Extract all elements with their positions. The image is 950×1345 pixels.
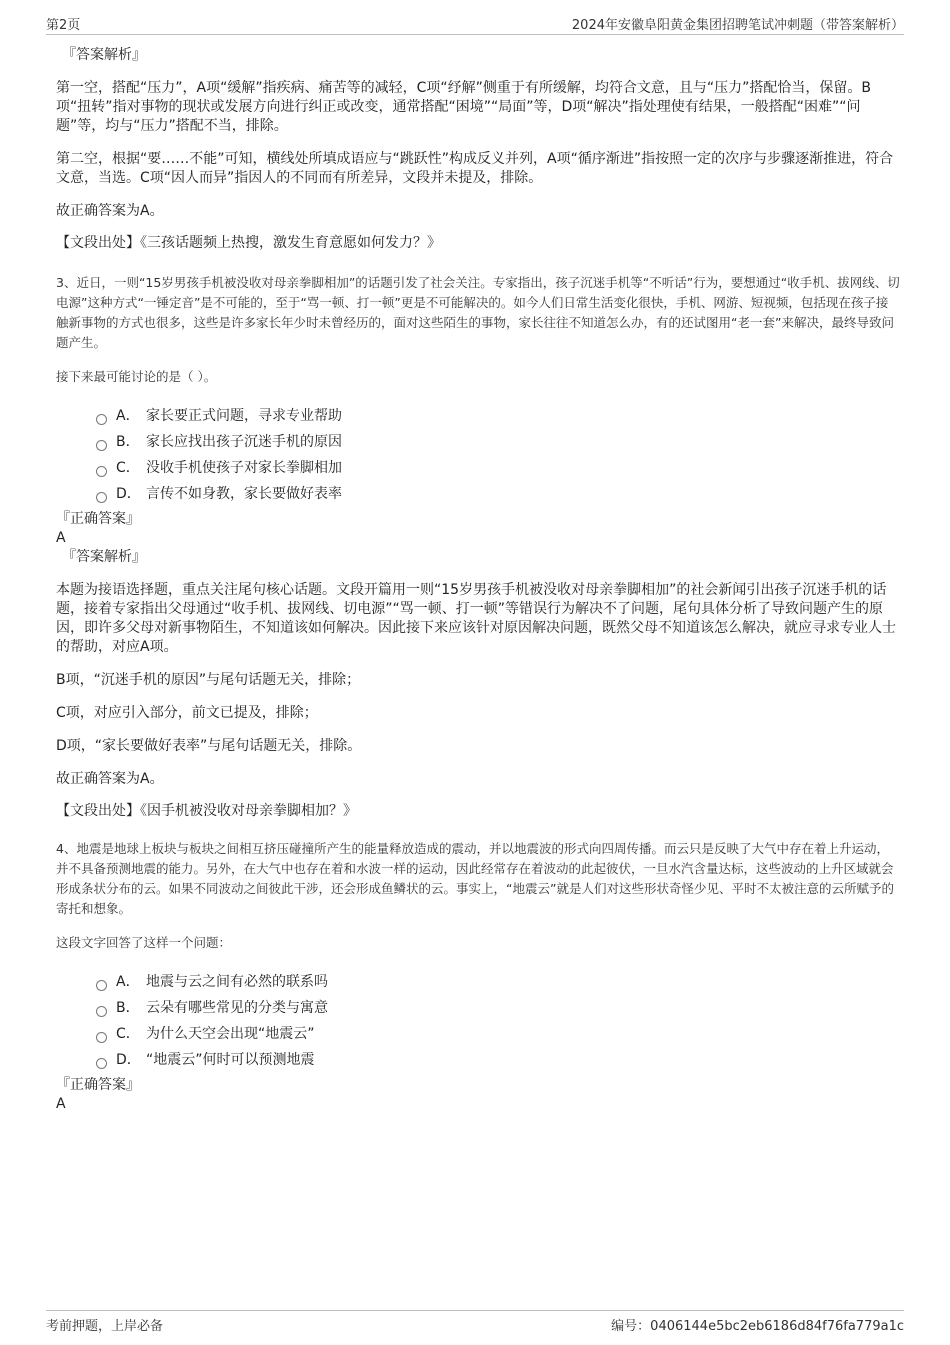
page-content (56, 45, 900, 1113)
q4-option-c[interactable]: C． 为什么天空会出现“地震云” (96, 1021, 900, 1047)
q2-analysis-label: 『答案解析』 (62, 47, 146, 63)
q3-option-a[interactable]: A． 家长要正式问题，寻求专业帮助 (96, 403, 900, 429)
q3-option-d[interactable]: D． 言传不如身教，家长要做好表率 (96, 481, 900, 507)
q3-source: 【文段出处】《因手机被没收对母亲拳脚相加？》 (56, 803, 357, 819)
q3-options (56, 403, 900, 507)
radio-icon[interactable] (96, 414, 107, 425)
q4-options (56, 969, 900, 1073)
q3-option-b[interactable]: B． 家长应找出孩子沉迷手机的原因 (96, 429, 900, 455)
q2-source: 【文段出处】《三孩话题频上热搜，激发生育意愿如何发力？》 (56, 235, 441, 251)
q3-analysis-b: B项，“沉迷手机的原因”与尾句话题无关，排除； (56, 672, 361, 688)
q4-option-b[interactable]: B． 云朵有哪些常见的分类与寓意 (96, 995, 900, 1021)
q3-correct-answer: A (56, 530, 66, 546)
q2-conclusion: 故正确答案为A。 (56, 203, 164, 219)
q2-analysis-p1: 第一空，搭配“压力”，A项“缓解”指疾病、痛苦等的减轻，C项“纾解”侧重于有所缓解，均符合文意，且与“压力”搭配恰当，保留。B项“扭转”指对事物的现状或发展方向进行纠正或改变，通常搭配“困境”“局面”等，D项“解决”指处理使有结果，一般搭配“困难”“问题”等，均与“压力”搭配不当，排除。 (56, 80, 871, 134)
q4-option-a[interactable]: A． 地震与云之间有必然的联系吗 (96, 969, 900, 995)
q4-correct-answer: A (56, 1096, 66, 1112)
page-footer (46, 1310, 904, 1334)
q3-analysis-c: C项，对应引入部分，前文已提及，排除； (56, 705, 318, 721)
q4-option-d[interactable]: D． “地震云”何时可以预测地震 (96, 1047, 900, 1073)
radio-icon[interactable] (96, 980, 107, 991)
footer-slogan: 考前押题，上岸必备 (46, 1319, 164, 1334)
q3-conclusion: 故正确答案为A。 (56, 771, 164, 787)
radio-icon[interactable] (96, 1032, 107, 1043)
q3-stem: 3、近日，一则“15岁男孩手机被没收对母亲拳脚相加”的话题引发了社会关注。专家指出，孩子沉迷手机等“不听话”行为，要想通过“收手机、拔网线、切电源”这种方式“一锤定音”是不可能的，至于“骂一顿、打一顿”更是不可能解决的。如今人们日常生活变化很快，手机、网游、短视频，包括现在孩子接触新事物的方式也很多，这些是许多家长年少时未曾经历的，面对这些陌生的事物，家长往往不知道怎么办，有的还试图用“老一套”来解决，最终导致问题产生。 (56, 275, 900, 350)
q3-analysis-p1: 本题为接语选择题，重点关注尾句核心话题。文段开篇用一则“15岁男孩手机被没收对母亲拳脚相加”的社会新闻引出孩子沉迷手机的话题，接着专家指出父母通过“收手机、拔网线、切电源”“骂一顿、打一顿”等错误行为解决不了问题，尾句具体分析了导致问题产生的原因，即许多父母对新事物陌生，不知道该如何解决。因此接下来应该针对原因解决问题，既然父母不知道该怎么解决，就应寻求专业人士的帮助，对应A项。 (56, 582, 896, 655)
q3-correct-label: 『正确答案』 (56, 511, 140, 527)
document-title: 2024年安徽阜阳黄金集团招聘笔试冲刺题（带答案解析） (571, 18, 904, 33)
q2-analysis-p2: 第二空，根据“要……不能”可知，横线处所填成语应与“跳跃性”构成反义并列，A项“循序渐进”指按照一定的次序与步骤逐渐推进，符合文意，当选。C项“因人而异”指因人的不同而有所差异，文段并未提及，排除。 (56, 151, 894, 186)
q3-analysis-d: D项，“家长要做好表率”与尾句话题无关，排除。 (56, 738, 362, 754)
radio-icon[interactable] (96, 492, 107, 503)
page-number: 第2页 (46, 18, 81, 33)
q4-question: 这段文字回答了这样一个问题： (56, 935, 232, 950)
radio-icon[interactable] (96, 440, 107, 451)
document-id: 编号：0406144e5bc2eb6186d84f76fa779a1c (611, 1319, 904, 1334)
q3-option-c[interactable]: C． 没收手机使孩子对家长拳脚相加 (96, 455, 900, 481)
radio-icon[interactable] (96, 466, 107, 477)
radio-icon[interactable] (96, 1006, 107, 1017)
q4-stem: 4、地震是地球上板块与板块之间相互挤压碰撞所产生的能量释放造成的震动，并以地震波的形式向四周传播。而云只是反映了大气中存在着上升运动，并不具备预测地震的能力。另外，在大气中也存在着和水波一样的运动，因此经常存在着波动的此起彼伏，一旦水汽含量达标，这些波动的上升区域就会形成条状分布的云。如果不同波动之间彼此干涉，还会形成鱼鳞状的云。事实上，“地震云”就是人们对这些形状奇怪少见、平时不太被注意的云所赋予的寄托和想象。 (56, 841, 894, 916)
q3-analysis-label: 『答案解析』 (62, 549, 146, 565)
q3-question: 接下来最可能讨论的是（ ）。 (56, 369, 217, 384)
page-header (46, 14, 904, 35)
q4-correct-label: 『正确答案』 (56, 1077, 140, 1093)
radio-icon[interactable] (96, 1058, 107, 1069)
